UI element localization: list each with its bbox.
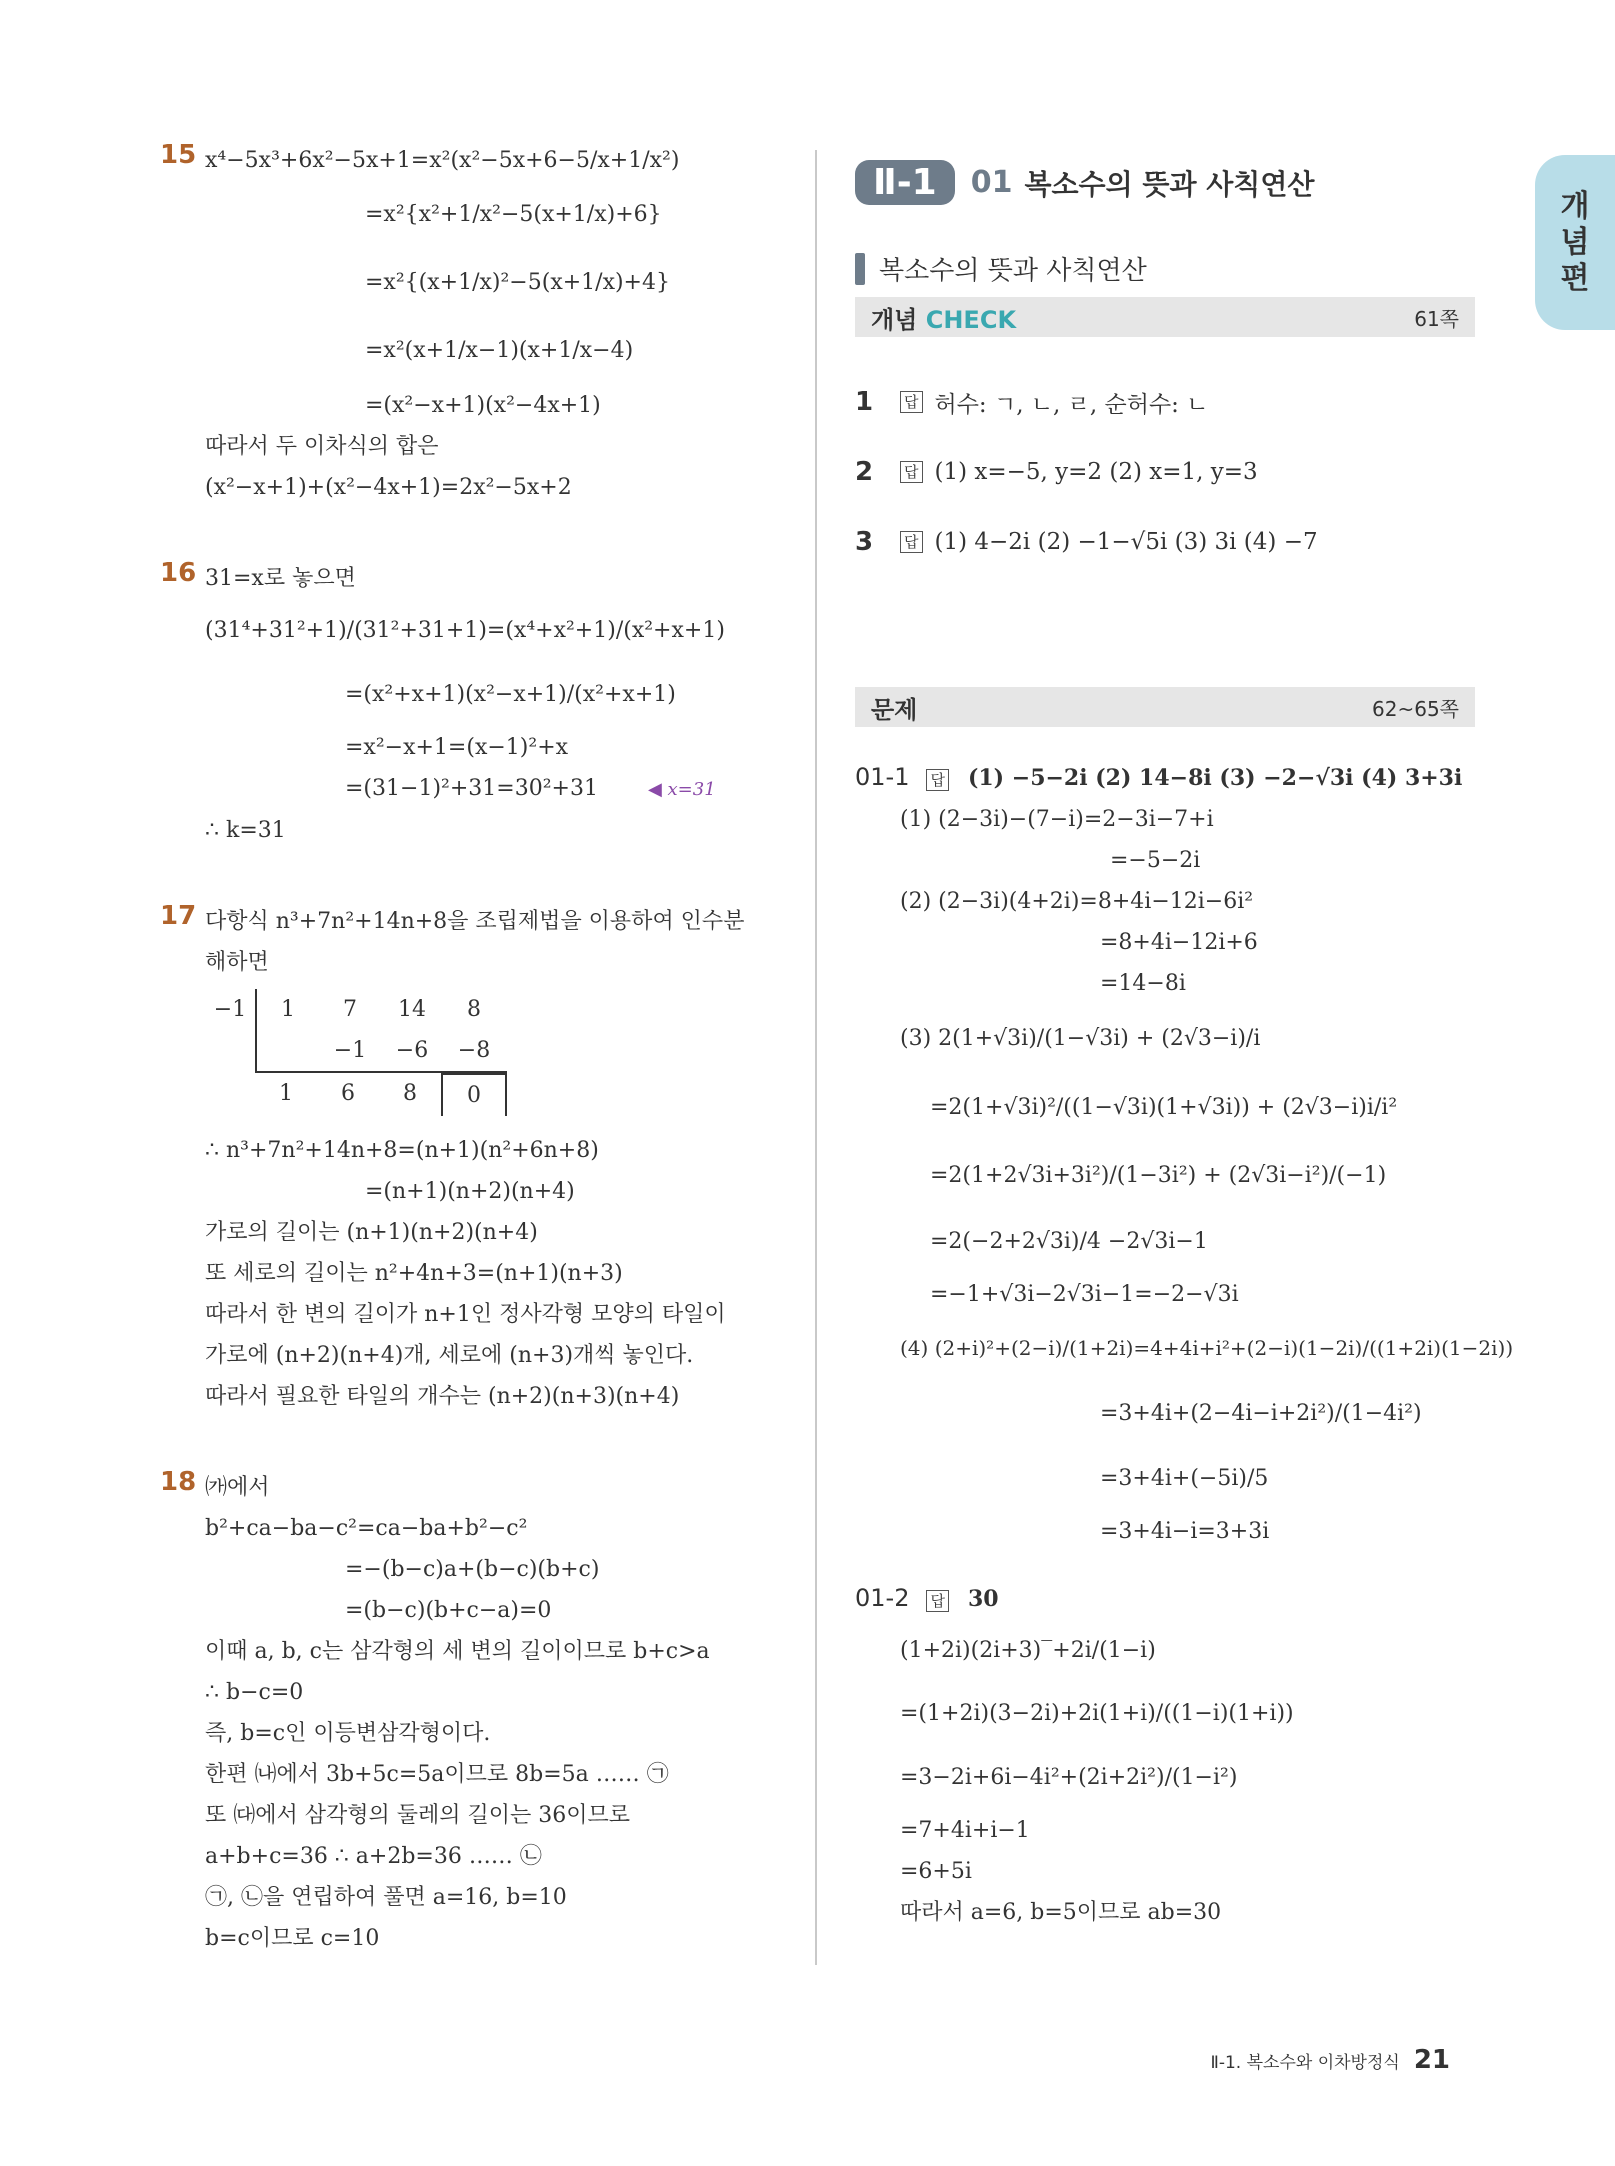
band-page: 61쪽 — [1414, 306, 1459, 331]
math-line: x⁴−5x³+6x²−5x+1=x²(x²−5x+6−5/x+1/x²) — [205, 148, 680, 173]
right-column — [855, 160, 1514, 1933]
math-line: (31⁴+31²+1)/(31²+31+1)=(x⁴+x²+1)/(x²+x+1) — [205, 618, 725, 643]
heading-bar-icon — [855, 253, 865, 285]
math-line: =x²{(x+1/x)²−5(x+1/x)+4} — [365, 270, 670, 295]
math-line: =x²−x+1=(x−1)²+x — [345, 735, 569, 760]
side-tab-char: 편 — [1560, 260, 1590, 296]
text-line: ㈎에서 — [205, 1475, 270, 1500]
text-line: 따라서 한 변의 길이가 n+1인 정사각형 모양의 타일이 — [205, 1302, 726, 1327]
check-answer: 허수: ㄱ, ㄴ, ㄹ, 순허수: ㄴ — [934, 391, 1209, 418]
text-line: 또 ㈐에서 삼각형의 둘레의 길이는 36이므로 — [205, 1803, 630, 1828]
coef: −1 — [333, 1038, 367, 1063]
divisor: −1 — [213, 997, 247, 1022]
side-tab-char: 념 — [1560, 224, 1590, 260]
side-tab — [1535, 155, 1615, 330]
math-line: =3−2i+6i−4i²+(2i+2i²)/(1−i²) — [900, 1765, 1238, 1790]
problem-id: 01-2 — [855, 1584, 910, 1612]
section-header — [855, 160, 1475, 205]
footer-chapter: Ⅱ-1. 복소수와 이차방정식 — [1210, 2053, 1400, 2073]
text-line: 따라서 두 이차식의 합은 — [205, 434, 439, 459]
math-line: =(x²+x+1)(x²−x+1)/(x²+x+1) — [345, 682, 676, 707]
answer-mark: 답 — [900, 461, 923, 483]
math-text: =(31−1)²+31=30²+31 — [345, 776, 598, 801]
math-line: =7+4i+i−1 — [900, 1818, 1030, 1843]
problem-id: 01-1 — [855, 763, 910, 791]
text-line: 31=x로 놓으면 — [205, 566, 356, 591]
coef: −8 — [457, 1038, 491, 1063]
check-answer: (1) 4−2i (2) −1−√5i (3) 3i (4) −7 — [934, 529, 1318, 555]
check-item — [855, 437, 1475, 507]
math-line: (x²−x+1)+(x²−4x+1)=2x²−5x+2 — [205, 475, 572, 500]
math-line: =3+4i−i=3+3i — [1100, 1519, 1270, 1544]
answer-mark: 답 — [900, 531, 923, 553]
math-line: =−(b−c)a+(b−c)(b+c) — [345, 1557, 600, 1582]
coef — [257, 1030, 319, 1071]
coef: 7 — [343, 997, 357, 1022]
band-label: 문제 — [871, 695, 918, 724]
check-number: 3 — [855, 527, 874, 557]
band-page: 62~65쪽 — [1372, 696, 1459, 721]
math-line: =−1+√3i−2√3i−1=−2−√3i — [930, 1282, 1239, 1307]
answer-text: (1) −5−2i (2) 14−8i (3) −2−√3i (4) 3+3i — [967, 765, 1463, 791]
answer-text: 30 — [967, 1586, 999, 1612]
check-item — [855, 507, 1475, 577]
column-divider — [815, 150, 817, 1965]
answer-mark: 답 — [900, 391, 923, 413]
math-line: =−5−2i — [1110, 848, 1201, 873]
math-line: (4) (2+i)²+(2−i)/(1+2i)=4+4i+i²+(2−i)(1−2i)/((1+2i)(1−2i)) — [900, 1336, 1514, 1360]
math-line: =14−8i — [1100, 971, 1186, 996]
coef: 8 — [403, 1081, 417, 1106]
side-note: ◀ x=31 — [647, 779, 716, 800]
page-number: 21 — [1413, 2045, 1450, 2075]
math-line: (1+2i)(2i+3)‾+2i/(1−i) — [900, 1638, 1156, 1663]
synthetic-division — [205, 989, 505, 1116]
math-line: b²+ca−ba−c²=ca−ba+b²−c² — [205, 1516, 528, 1541]
math-line — [205, 768, 800, 810]
chapter-badge: Ⅱ-1 — [855, 160, 955, 205]
math-line: =2(−2+2√3i)/4 −2√3i−1 — [930, 1229, 1208, 1254]
problem-number: 16 — [160, 558, 197, 588]
text-line: 가로의 길이는 (n+1)(n+2)(n+4) — [205, 1220, 538, 1245]
math-line: ∴ k=31 — [205, 818, 286, 843]
section-title: 복소수의 뜻과 사칙연산 — [1024, 167, 1315, 201]
math-line: =(b−c)(b+c−a)=0 — [345, 1598, 552, 1623]
side-tab-char: 개 — [1560, 188, 1590, 224]
text-line: 따라서 필요한 타일의 개수는 (n+2)(n+3)(n+4) — [205, 1384, 680, 1409]
text-line: 또 세로의 길이는 n²+4n+3=(n+1)(n+3) — [205, 1261, 623, 1286]
math-line: =(n+1)(n+2)(n+4) — [365, 1179, 575, 1204]
math-line: =x²{x²+1/x²−5(x+1/x)+6} — [365, 202, 662, 227]
concept-check-band — [855, 297, 1475, 337]
problem-18 — [160, 1467, 800, 1959]
text-line: 따라서 a=6, b=5이므로 ab=30 — [900, 1900, 1222, 1925]
math-line: ∴ n³+7n²+14n+8=(n+1)(n²+6n+8) — [205, 1138, 599, 1163]
problem-header — [855, 1578, 1475, 1620]
problem-01-1 — [855, 757, 1514, 1552]
math-line: (1) (2−3i)−(7−i)=2−3i−7+i — [900, 807, 1214, 832]
coef: 8 — [467, 997, 481, 1022]
math-line: =(x²−x+1)(x²−4x+1) — [365, 393, 601, 418]
math-line: =3+4i+(−5i)/5 — [1100, 1466, 1269, 1491]
problem-01-2 — [855, 1578, 1475, 1933]
band-label — [871, 300, 1016, 335]
text-line: 즉, b=c인 이등변삼각형이다. — [205, 1721, 491, 1746]
problem-16 — [160, 558, 800, 851]
problem-header — [855, 757, 1475, 799]
band-label-b: CHECK — [925, 305, 1017, 334]
math-line: =(1+2i)(3−2i)+2i(1+i)/((1−i)(1+i)) — [900, 1701, 1294, 1726]
math-line: =2(1+2√3i+3i²)/(1−3i²) + (2√3i−i²)/(−1) — [930, 1163, 1387, 1188]
subsection-title: 복소수의 뜻과 사칙연산 — [879, 256, 1147, 286]
problem-number: 18 — [160, 1467, 197, 1497]
text-line: 한편 ㈏에서 3b+5c=5a이므로 8b=5a …… ㉠ — [205, 1762, 669, 1787]
math-line: ∴ b−c=0 — [205, 1680, 304, 1705]
math-line: (3) 2(1+√3i)/(1−√3i) + (2√3−i)/i — [900, 1026, 1261, 1051]
math-line: =3+4i+(2−4i−i+2i²)/(1−4i²) — [1100, 1401, 1422, 1426]
math-line: a+b+c=36 ∴ a+2b=36 …… ㉡ — [205, 1844, 542, 1869]
section-number: 01 — [970, 165, 1013, 200]
coef: −6 — [395, 1038, 429, 1063]
left-column — [160, 140, 800, 2009]
coef: 6 — [341, 1081, 355, 1106]
math-line: =6+5i — [900, 1859, 972, 1884]
problem-band — [855, 687, 1475, 727]
band-label-a: 개념 — [871, 305, 926, 334]
remainder: 0 — [441, 1073, 507, 1116]
text-line: ㉠, ㉡을 연립하여 풀면 a=16, b=10 — [205, 1885, 567, 1910]
text-line: b=c이므로 c=10 — [205, 1926, 380, 1951]
text-line: 다항식 n³+7n²+14n+8을 조립제법을 이용하여 인수분 — [205, 909, 745, 934]
subsection-heading — [855, 250, 1475, 287]
text-line: 해하면 — [205, 950, 269, 975]
check-item — [855, 367, 1475, 437]
check-number: 2 — [855, 457, 874, 487]
problem-17 — [160, 901, 800, 1417]
coef: 1 — [281, 997, 295, 1022]
text-line: 가로에 (n+2)(n+4)개, 세로에 (n+3)개씩 놓인다. — [205, 1343, 694, 1368]
math-line: =2(1+√3i)²/((1−√3i)(1+√3i)) + (2√3−i)i/i² — [930, 1095, 1398, 1120]
problem-number: 17 — [160, 901, 197, 931]
page-footer — [1210, 2045, 1450, 2075]
check-answer: (1) x=−5, y=2 (2) x=1, y=3 — [934, 459, 1258, 485]
math-line: =x²(x+1/x−1)(x+1/x−4) — [365, 338, 634, 363]
problem-number: 15 — [160, 140, 197, 170]
coef: 1 — [279, 1081, 293, 1106]
answer-mark: 답 — [926, 1590, 949, 1612]
text-line: 이때 a, b, c는 삼각형의 세 변의 길이이므로 b+c>a — [205, 1639, 710, 1664]
math-line: =8+4i−12i+6 — [1100, 930, 1258, 955]
coef: 14 — [398, 997, 426, 1022]
problem-15 — [160, 140, 800, 508]
math-line: (2) (2−3i)(4+2i)=8+4i−12i−6i² — [900, 889, 1254, 914]
answer-mark: 답 — [926, 769, 949, 791]
check-number: 1 — [855, 387, 874, 417]
